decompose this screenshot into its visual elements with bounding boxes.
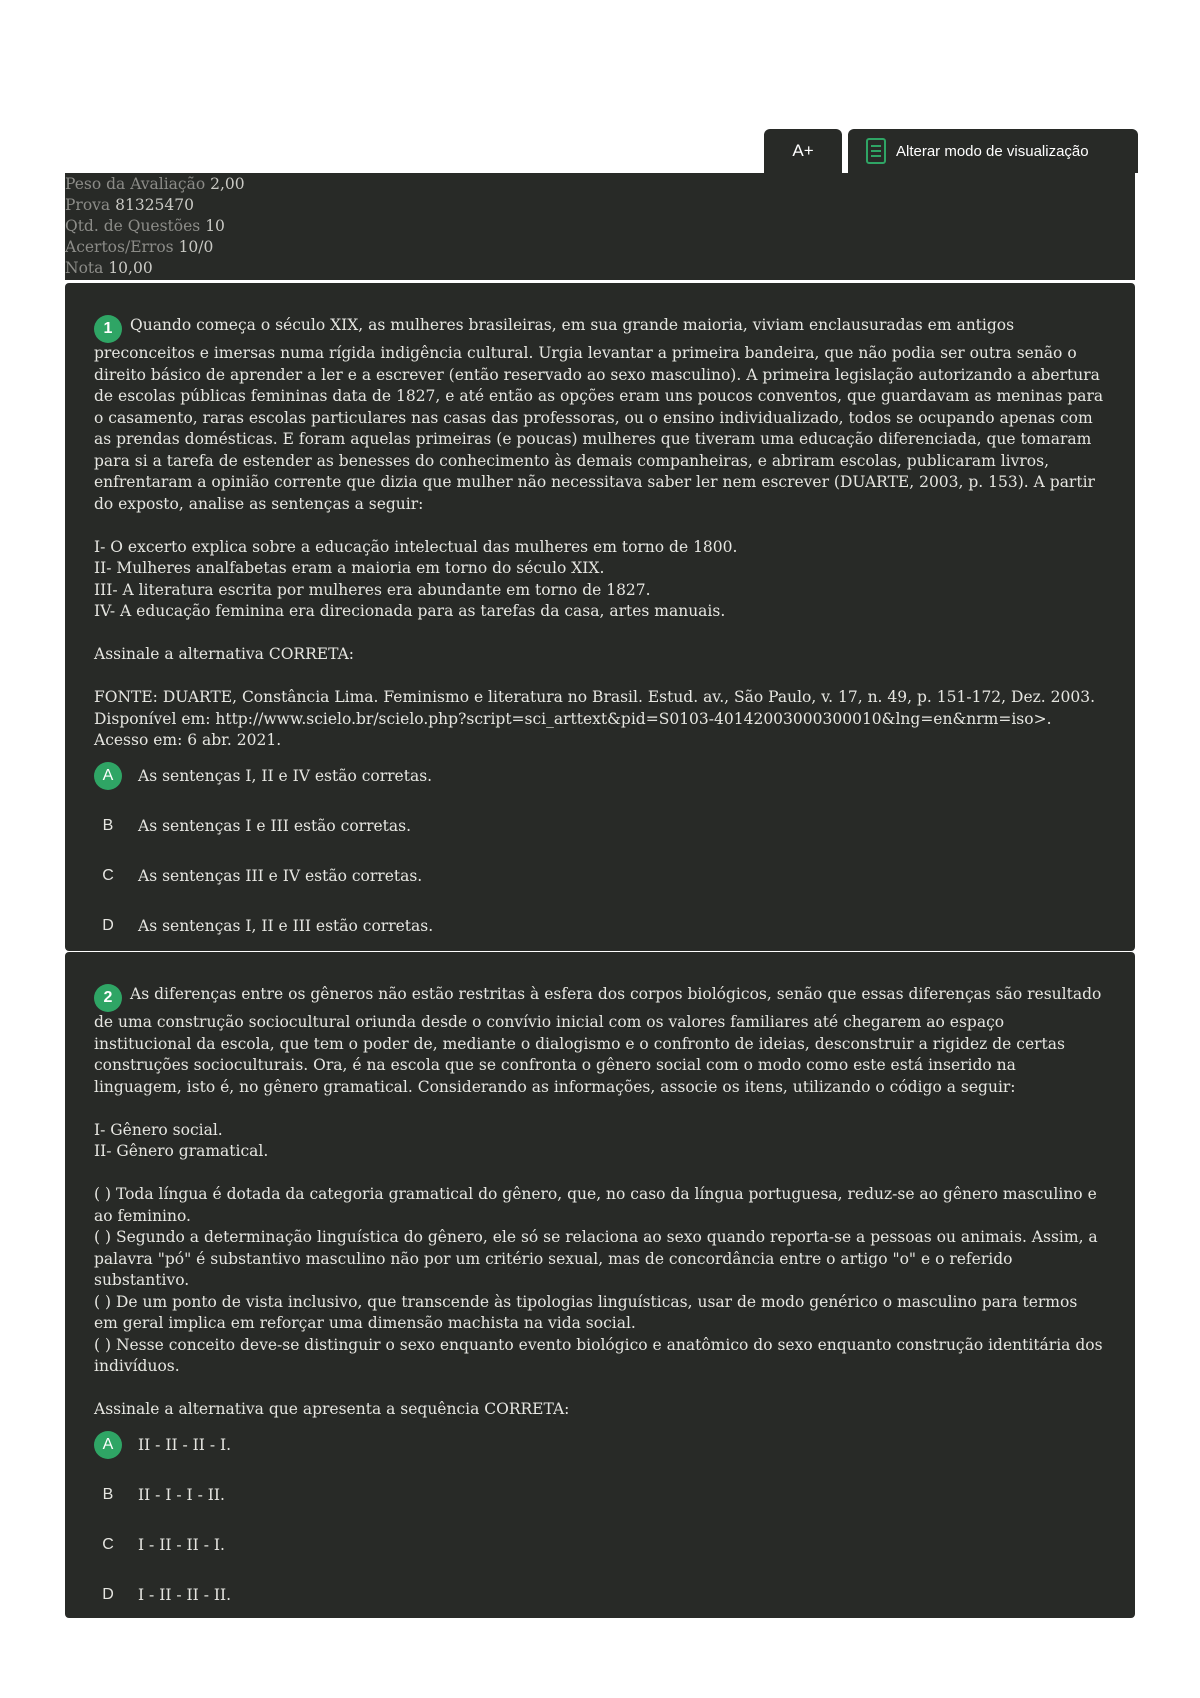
questions-label: Qtd. de Questões (65, 217, 201, 235)
code-item: I- Gênero social. (94, 1120, 223, 1139)
question-text: Quando começa o século XIX, as mulheres brasileiras, em sua grande maioria, viviam enclausuradas em antigos preconceitos e imersas numa rígida indigência cultural. Urgia levantar a primeira bandeira, que não podia ser outra senão o direito básico de aprender a ler e a escrever (então reservado ao sexo masculino). A primeira legislação autorizando a abertura de escolas públicas femininas data de 1827, e até então as opções eram uns poucos conventos, que guardavam as meninas para o casamento, raras escolas particulares nas casas das professoras, ou o ensino individualizado, todos se ocupando apenas com as prendas domésticas. E foram aquelas primeiras (e poucas) mulheres que tiveram uma educação diferenciada, que tomaram para si a tarefa de estender as benesses do conhecimento às demais companheiras, e abriram escolas, publicaram livros, enfrentaram a opinião corrente que dizia que mulher não necessitava saber ler nem escrever (DUARTE, 2003, p. 153). A partir do exposto, analise as sentenças a seguir: (94, 316, 1104, 513)
grade-value: 10,00 (108, 259, 153, 277)
weight-row (65, 174, 1135, 195)
option-a[interactable] (94, 1435, 1105, 1485)
view-mode-button[interactable] (848, 129, 1138, 173)
question-instruction: Assinale a alternativa que apresenta a sequência CORRETA: (94, 1400, 570, 1418)
score-label: Acertos/Erros (65, 238, 174, 256)
score-value: 10/0 (178, 238, 214, 256)
association-statement: ( ) Toda língua é dotada da categoria gramatical do gênero, que, no caso da língua portuguesa, reduz-se ao gênero masculino e ao feminino. (94, 1185, 1097, 1225)
toolbar (764, 129, 1138, 173)
option-letter: B (102, 1485, 114, 1503)
question-number-badge: 2 (94, 984, 122, 1012)
association-statement: ( ) Nesse conceito deve-se distinguir o sexo enquanto evento biológico e anatômico do sexo enquanto construção identitária dos indivíduos. (94, 1335, 1103, 1375)
option-text: II - I - I - II. (138, 1485, 225, 1504)
option-text: As sentenças III e IV estão corretas. (138, 866, 423, 885)
option-letter: C (102, 1535, 114, 1553)
association-statement: ( ) De um ponto de vista inclusivo, que transcende às tipologias linguísticas, usar de modo genérico o masculino para termos em geral implica em reforçar uma dimensão machista na vida social. (94, 1292, 1078, 1332)
question-statement (94, 984, 1105, 1098)
view-mode-label: Alterar modo de visualização (896, 142, 1089, 160)
option-text: As sentenças I, II e IV estão corretas. (138, 766, 433, 785)
option-text: I - II - II - I. (138, 1535, 225, 1554)
grade-label: Nota (65, 259, 104, 277)
option-letter: D (102, 1585, 114, 1603)
sentence-item: IV- A educação feminina era direcionada para as tarefas da casa, artes manuais. (94, 602, 726, 620)
sentence-item: III- A literatura escrita por mulheres era abundante em torno de 1827. (94, 580, 651, 599)
association-statement: ( ) Segundo a determinação linguística do gênero, ele só se relaciona ao sexo quando reporta-se a pessoas ou animais. Assim, a palavra "pó" é substantivo masculino não por um critério sexual, mas de concordância entre o artigo "o" e o referido substantivo. (94, 1228, 1098, 1289)
exam-label: Prova (65, 196, 111, 214)
question-card-2 (65, 952, 1135, 1618)
sentence-item: I- O excerto explica sobre a educação intelectual das mulheres em torno de 1800. (94, 537, 738, 556)
question-text: As diferenças entre os gêneros não estão restritas à esfera dos corpos biológicos, senão que essas diferenças são resultado de uma construção sociocultural oriunda desde o convívio inicial com os valores familiares até chegarem ao espaço institucional da escola, que tem o poder de, mediante o dialogismo e o confronto de ideias, desconstruir a rigidez de certas construções socioculturais. Ora, é na escola que se confronta o gênero social com o modo como este está inserido na linguagem, isto é, no gênero gramatical. Considerando as informações, associe os itens, utilizando o código a seguir: (94, 985, 1102, 1096)
grade-row (65, 258, 1135, 279)
weight-label: Peso da Avaliação (65, 175, 206, 193)
option-b[interactable] (94, 816, 1105, 866)
questions-row (65, 216, 1135, 237)
option-a[interactable] (94, 766, 1105, 816)
option-text: I - II - II - II. (138, 1585, 232, 1604)
questions-value: 10 (205, 217, 225, 235)
exam-value: 81325470 (115, 196, 195, 214)
option-c[interactable] (94, 866, 1105, 916)
weight-value: 2,00 (210, 175, 245, 193)
increase-font-label: A+ (792, 141, 814, 160)
document-icon (866, 138, 886, 164)
increase-font-button[interactable] (764, 129, 842, 173)
option-b[interactable] (94, 1485, 1105, 1535)
code-item: II- Gênero gramatical. (94, 1142, 269, 1160)
sentence-item: II- Mulheres analfabetas eram a maioria em torno do século XIX. (94, 559, 605, 577)
source-citation: FONTE: DUARTE, Constância Lima. Feminismo e literatura no Brasil. Estud. av., São Paulo, v. 17, n. 49, p. 151-172, Dez. 2003. Disponível em: http://www.scielo.br/scielo.php?script=sci_arttext&pid=S0103-40142003000300010&lng=en&nrm=iso>. Acesso em: 6 abr. 2021. (94, 688, 1096, 749)
option-text: As sentenças I e III estão corretas. (138, 816, 412, 835)
score-row (65, 237, 1135, 258)
option-letter-correct: A (94, 1431, 122, 1459)
option-text: II - II - II - I. (138, 1435, 232, 1454)
option-letter: B (102, 816, 114, 834)
option-c[interactable] (94, 1535, 1105, 1585)
question-card-1 (65, 283, 1135, 951)
options-list (94, 1435, 1105, 1635)
option-d[interactable] (94, 1585, 1105, 1635)
question-instruction: Assinale a alternativa CORRETA: (94, 645, 354, 663)
exam-row (65, 195, 1135, 216)
question-statement (94, 315, 1105, 515)
option-letter: D (102, 916, 114, 934)
option-letter-correct: A (94, 762, 122, 790)
option-text: As sentenças I, II e III estão corretas. (138, 916, 434, 935)
exam-summary (65, 173, 1135, 280)
option-letter: C (102, 866, 114, 884)
question-number-badge: 1 (94, 315, 122, 343)
options-list (94, 766, 1105, 966)
